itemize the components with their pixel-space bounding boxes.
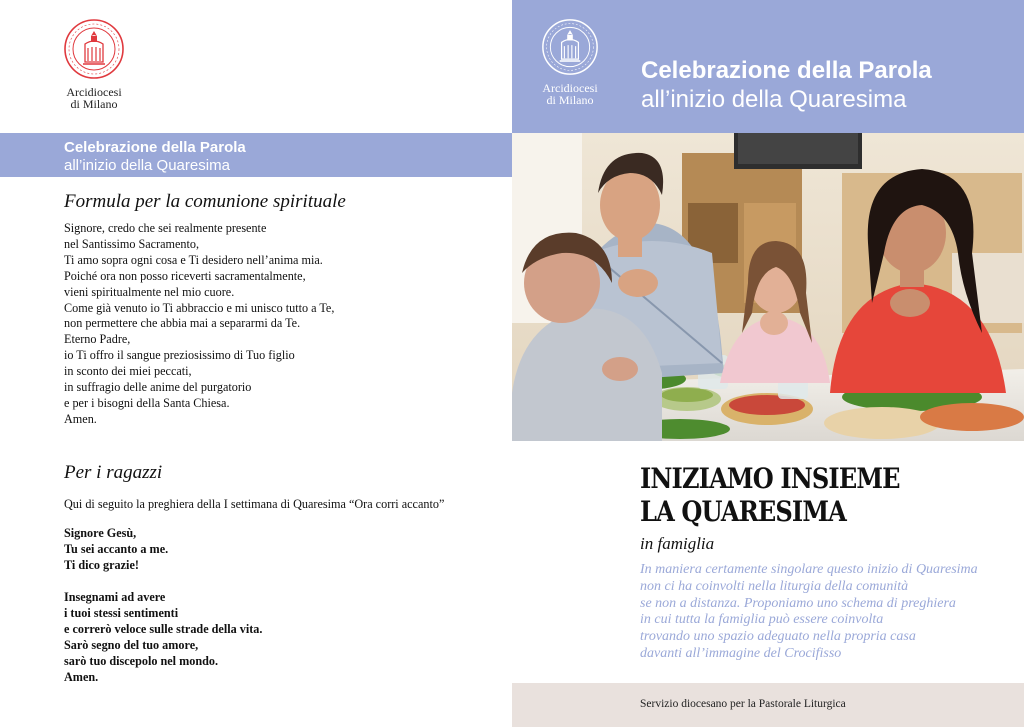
communion-title: Formula per la comunione spirituale [64,191,346,212]
intro-line: in cui tutta la famiglia può essere coinvolta [640,612,884,628]
cover-subtitle: all’inizio della Quaresima [641,86,907,113]
prayer-line: e per i bisogni della Santa Chiesa. [64,395,230,410]
right-page [512,0,1024,727]
diocese-logo [530,18,610,106]
prayer-line: in sconto dei miei peccati, [64,364,192,379]
intro-paragraph [640,562,978,663]
left-title-band [0,133,512,177]
cover-header [512,0,1024,133]
logo-line-1: Arcidiocesi [66,85,122,99]
kids-prayer-stanza-2 [64,590,262,685]
intro-line: non ci ha coinvolti nella liturgia della comunità [640,578,909,594]
prayer-line: Amen. [64,669,99,684]
prayer-line: Amen. [64,411,97,426]
intro-line: trovando uno spazio adeguato nella propria casa [640,629,916,645]
family-praying-photo [512,133,1024,441]
logo-line-1: Arcidiocesi [542,81,598,95]
prayer-line: sarò tuo discepolo nel mondo. [64,653,219,668]
prayer-line: i tuoi stessi sentimenti [64,605,179,620]
diocese-seal-icon [541,18,599,76]
logo-line-2: di Milano [70,97,118,111]
kids-title: Per i ragazzi [64,462,163,483]
footer-band [512,683,1024,727]
prayer-line: Ti dico grazie! [64,557,139,572]
prayer-line: nel Santissimo Sacramento, [64,236,200,251]
prayer-line: Ti amo sopra ogni cosa e Ti desidero nell’anima mia. [64,252,323,267]
intro-line: In maniera certamente singolare questo inizio di Quaresima [640,562,978,577]
intro-line: davanti all’immagine del Crocifisso [640,645,842,661]
prayer-line: Tu sei accanto a me. [64,541,169,556]
prayer-line: Sarò segno del tuo amore, [64,637,199,652]
prayer-line: Eterno Padre, [64,332,131,347]
prayer-line: io Ti offro il sangue preziosissimo di Tuo figlio [64,348,295,363]
prayer-line: Insegnami ad avere [64,590,166,604]
diocese-logo [52,18,136,110]
prayer-line: Come già venuto io Ti abbraccio e mi unisco tutto a Te, [64,300,335,315]
main-title-line-2: LA QUARESIMA [640,495,846,528]
prayer-line: non permettere che abbia mai a separarmi da Te. [64,316,301,331]
prayer-line: e correrò veloce sulle strade della vita. [64,621,263,636]
prayer-line: in suffragio delle anime del purgatorio [64,380,252,395]
prayer-line: Poiché ora non posso riceverti sacramentalmente, [64,268,306,283]
intro-line: se non a distanza. Proponiamo uno schema di preghiera [640,595,956,611]
cover-title: Celebrazione della Parola [641,57,932,84]
diocese-seal-icon [63,18,125,80]
kids-prayer-stanza-1 [64,526,168,574]
main-subtitle: in famiglia [640,534,715,553]
prayer-line: vieni spiritualmente nel mio cuore. [64,284,235,299]
logo-line-2: di Milano [546,93,594,107]
communion-prayer [64,221,334,428]
band-title: Celebrazione della Parola [64,139,246,156]
prayer-line: Signore, credo che sei realmente presente [64,221,267,235]
band-subtitle: all’inizio della Quaresima [64,157,230,174]
prayer-line: Signore Gesù, [64,526,137,540]
kids-intro: Qui di seguito la preghiera della I settimana di Quaresima “Ora corri accanto” [64,497,445,511]
main-title [640,462,900,528]
footer-text: Servizio diocesano per la Pastorale Liturgica [640,698,846,710]
main-title-line-1: INIZIAMO INSIEME [640,462,900,495]
